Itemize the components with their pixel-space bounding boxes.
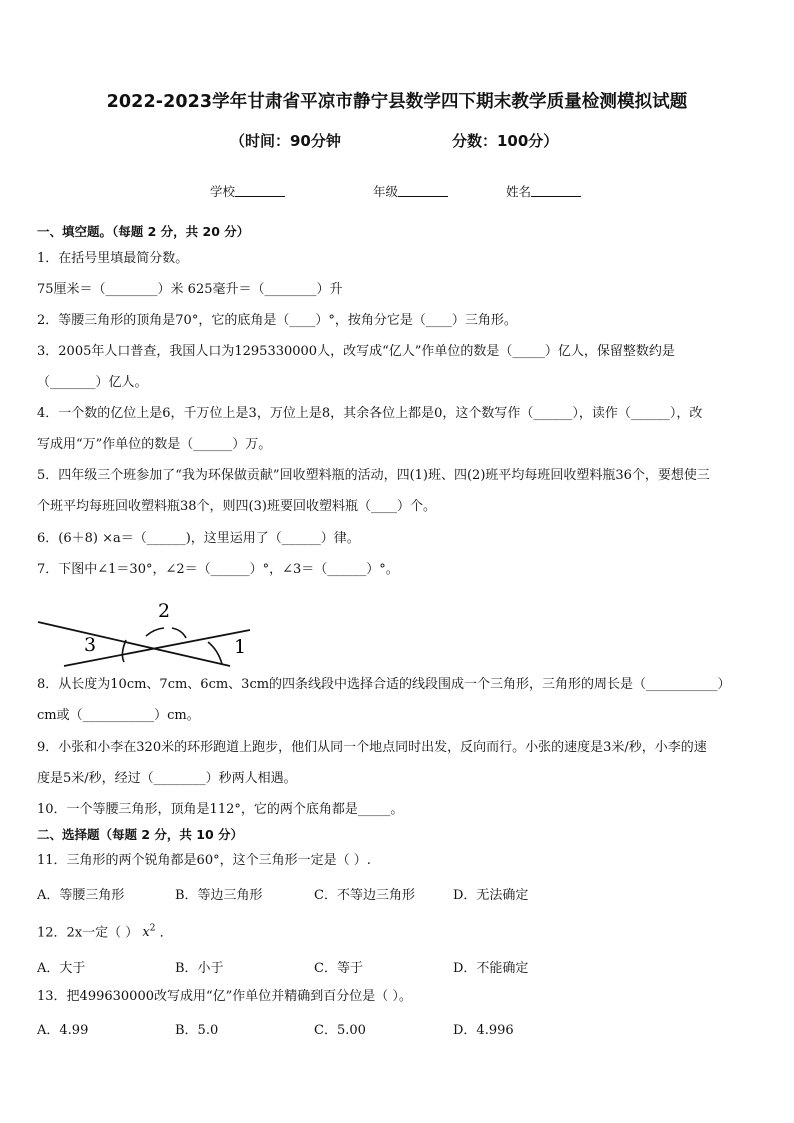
q11-option-c[interactable]: C．不等边三角形 bbox=[314, 888, 415, 903]
angle-arc-2-left bbox=[146, 628, 164, 636]
question-12-end: ． bbox=[159, 925, 173, 941]
question-8-line-1: 8．从长度为10cm、7cm、6cm、3cm的四条线段中选择合适的线段围成一个三角形，三角形的周长是（___________） bbox=[37, 677, 731, 692]
q13-option-b[interactable]: B．5.0 bbox=[175, 1023, 219, 1038]
question-11: 11．三角形的两个锐角都是60°，这个三角形一定是（ ）. bbox=[37, 853, 371, 868]
time-label: （时间：90分钟 bbox=[230, 132, 341, 150]
angle-arc-3 bbox=[122, 640, 126, 662]
question-7: 7．下图中∠1＝30°，∠2＝（______）°，∠3＝（______）°。 bbox=[37, 562, 399, 577]
question-12-x: $x^2$ bbox=[142, 924, 156, 941]
page-title: 2022-2023学年甘肃省平凉市静宁县数学四下期末教学质量检测模拟试题 bbox=[106, 92, 688, 112]
q13-option-a[interactable]: A．4.99 bbox=[37, 1023, 89, 1038]
question-6: 6．(6＋8) ×a＝（______)，这里运用了（______）律。 bbox=[37, 531, 360, 546]
section-2-heading: 二、选择题（每题 2 分，共 10 分） bbox=[37, 827, 244, 842]
grade-label: 年级 bbox=[373, 184, 399, 199]
q12-option-a[interactable]: A．大于 bbox=[37, 961, 86, 976]
question-2: 2．等腰三角形的顶角是70°，它的底角是（____）°，按角分它是（____）三角形。 bbox=[37, 313, 517, 328]
question-13: 13．把499630000改写成用“亿”作单位并精确到百分位是（ ）。 bbox=[37, 989, 412, 1004]
question-12-text: 12．2x一定（ ） bbox=[37, 925, 139, 941]
question-8-line-2: cm或（___________）cm。 bbox=[37, 708, 200, 723]
grade-field bbox=[373, 182, 448, 200]
question-4-line-2: 写成用“万”作单位的数是（______）万。 bbox=[37, 437, 272, 452]
question-12 bbox=[37, 920, 173, 942]
grade-blank[interactable] bbox=[398, 184, 448, 197]
question-10: 10．一个等腰三角形，顶角是112°，它的两个底角都是_____。 bbox=[37, 802, 404, 817]
name-field bbox=[506, 182, 581, 200]
question-3-line-1: 3．2005年人口普查，我国人口为1295330000人，改写成“亿人”作单位的数是（_____）亿人，保留整数约是 bbox=[37, 344, 675, 359]
angle-label-2: 2 bbox=[158, 600, 171, 622]
q11-option-d[interactable]: D．无法确定 bbox=[453, 888, 529, 903]
angle-figure bbox=[34, 596, 264, 670]
question-3-line-2: （_______）亿人。 bbox=[37, 375, 148, 390]
q11-option-a[interactable]: A．等腰三角形 bbox=[37, 888, 125, 903]
q13-option-c[interactable]: C．5.00 bbox=[314, 1023, 366, 1038]
angle-line-a bbox=[38, 622, 230, 666]
question-1-blanks: 75厘米＝（________）米 625毫升＝（________）升 bbox=[37, 282, 343, 297]
q13-option-d[interactable]: D．4.996 bbox=[453, 1023, 514, 1038]
section-1-heading: 一、填空题。（每题 2 分，共 20 分） bbox=[37, 224, 250, 239]
q12-option-c[interactable]: C．等于 bbox=[314, 961, 363, 976]
angle-arc-2-right bbox=[172, 628, 186, 638]
school-label: 学校 bbox=[210, 184, 236, 199]
q12-option-d[interactable]: D．不能确定 bbox=[453, 961, 529, 976]
question-5-line-1: 5．四年级三个班参加了“我为环保做贡献”回收塑料瓶的活动，四(1)班、四(2)班平均每班回收塑料瓶36个，要想使三 bbox=[37, 468, 710, 483]
question-4-line-1: 4．一个数的亿位上是6，千万位上是3，万位上是8，其余各位上都是0，这个数写作（______），读作（______），改 bbox=[37, 406, 703, 421]
question-12-exponent: 2 bbox=[149, 924, 156, 934]
question-9-line-1: 9．小张和小李在320米的环形跑道上跑步，他们从同一个地点同时出发，反向而行。小张的速度是3米/秒，小李的速 bbox=[37, 740, 707, 755]
name-label: 姓名 bbox=[506, 184, 532, 199]
q12-option-b[interactable]: B．小于 bbox=[175, 961, 224, 976]
q11-option-b[interactable]: B．等边三角形 bbox=[175, 888, 263, 903]
angle-label-1: 1 bbox=[234, 636, 247, 658]
name-blank[interactable] bbox=[531, 184, 581, 197]
question-1: 1．在括号里填最简分数。 bbox=[37, 251, 189, 266]
angle-label-3: 3 bbox=[84, 634, 97, 656]
score-label: 分数：100分） bbox=[452, 132, 559, 150]
question-9-line-2: 度是5米/秒，经过（________）秒两人相遇。 bbox=[37, 771, 297, 786]
school-blank[interactable] bbox=[235, 184, 285, 197]
school-field bbox=[210, 182, 285, 200]
question-5-line-2: 个班平均每班回收塑料瓶38个，则四(3)班要回收塑料瓶（____）个。 bbox=[37, 499, 436, 514]
